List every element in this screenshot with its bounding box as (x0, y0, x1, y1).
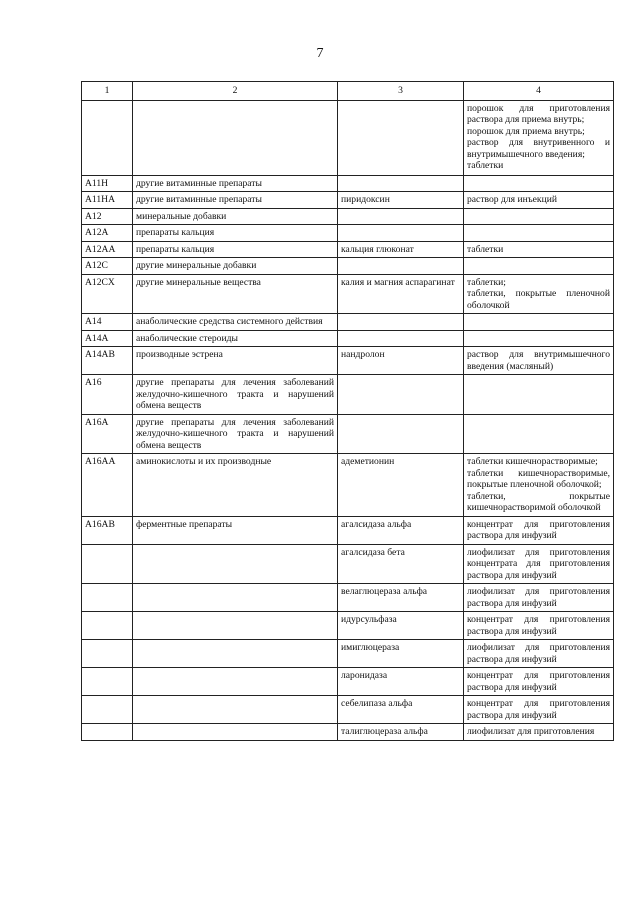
table-row (82, 375, 614, 415)
dosage-form-cell (464, 314, 614, 331)
column-header-4: 4 (464, 82, 614, 101)
group-name-cell (133, 640, 338, 668)
substance-cell: агалсидаза альфа (338, 516, 464, 544)
atc-code-cell: A12A (82, 225, 133, 242)
column-header-2: 2 (133, 82, 338, 101)
atc-code-cell: A12AA (82, 241, 133, 258)
substance-cell: пиридоксин (338, 192, 464, 209)
substance-cell: нандролон (338, 347, 464, 375)
substance-cell (338, 314, 464, 331)
table-row (82, 225, 614, 242)
dosage-form-cell (464, 330, 614, 347)
dosage-form-cell: лиофилизат для приготовления раствора для инфузий (464, 640, 614, 668)
dosage-form-cell: таблетки (464, 241, 614, 258)
dosage-form-cell: концентрат для приготовления раствора для инфузий (464, 696, 614, 724)
group-name-cell: анаболические средства системного действия (133, 314, 338, 331)
atc-code-cell: A12 (82, 208, 133, 225)
atc-code-cell: A11H (82, 175, 133, 192)
table-row (82, 347, 614, 375)
dosage-form-cell: лиофилизат для приготовления (464, 724, 614, 741)
table-row (82, 584, 614, 612)
column-header-1: 1 (82, 82, 133, 101)
atc-code-cell (82, 584, 133, 612)
substance-cell (338, 414, 464, 454)
table-header-row (82, 82, 614, 101)
group-name-cell: аминокислоты и их производные (133, 454, 338, 517)
table-row (82, 208, 614, 225)
substance-cell (338, 375, 464, 415)
group-name-cell: ферментные препараты (133, 516, 338, 544)
dosage-form-cell: концентрат для приготовления раствора для инфузий (464, 668, 614, 696)
column-header-3: 3 (338, 82, 464, 101)
group-name-cell: другие препараты для лечения заболеваний желудочно-кишечного тракта и нарушений обмена веществ (133, 414, 338, 454)
group-name-cell (133, 544, 338, 584)
substance-cell: кальция глюконат (338, 241, 464, 258)
dosage-form-cell: концентрат для приготовления раствора для инфузий (464, 612, 614, 640)
dosage-form-cell (464, 375, 614, 415)
atc-code-cell: A16A (82, 414, 133, 454)
group-name-cell: препараты кальция (133, 225, 338, 242)
dosage-form-cell (464, 258, 614, 275)
table-row (82, 274, 614, 314)
substance-cell (338, 225, 464, 242)
substance-cell (338, 258, 464, 275)
group-name-cell (133, 668, 338, 696)
substance-cell: агалсидаза бета (338, 544, 464, 584)
group-name-cell (133, 100, 338, 175)
dosage-form-cell (464, 208, 614, 225)
substance-cell (338, 330, 464, 347)
table-row (82, 668, 614, 696)
table-row (82, 100, 614, 175)
atc-code-cell (82, 724, 133, 741)
atc-code-cell (82, 100, 133, 175)
table-row (82, 516, 614, 544)
dosage-form-cell (464, 225, 614, 242)
atc-code-cell (82, 640, 133, 668)
substance-cell: ларонидаза (338, 668, 464, 696)
table-row (82, 724, 614, 741)
dosage-form-cell: таблетки кишечнорастворимые; таблетки кишечнорастворимые, покрытые пленочной оболочкой; таблетки, покрытые кишечнорастворимой оболочкой (464, 454, 614, 517)
group-name-cell (133, 724, 338, 741)
atc-code-cell: A14A (82, 330, 133, 347)
group-name-cell: другие препараты для лечения заболеваний желудочно-кишечного тракта и нарушений обмена веществ (133, 375, 338, 415)
substance-cell: имиглюцераза (338, 640, 464, 668)
group-name-cell: препараты кальция (133, 241, 338, 258)
group-name-cell: производные эстрена (133, 347, 338, 375)
table-row (82, 696, 614, 724)
table-row (82, 640, 614, 668)
dosage-form-cell: таблетки; таблетки, покрытые пленочной оболочкой (464, 274, 614, 314)
dosage-form-cell (464, 175, 614, 192)
atc-code-cell: A14 (82, 314, 133, 331)
dosage-form-cell: раствор для инъекций (464, 192, 614, 209)
dosage-form-cell: лиофилизат для приготовления раствора для инфузий (464, 584, 614, 612)
table-row (82, 454, 614, 517)
table-row (82, 612, 614, 640)
table-row (82, 192, 614, 209)
dosage-form-cell: концентрат для приготовления раствора для инфузий (464, 516, 614, 544)
substance-cell: талиглюцераза альфа (338, 724, 464, 741)
group-name-cell: другие витаминные препараты (133, 175, 338, 192)
atc-code-cell: A12C (82, 258, 133, 275)
dosage-form-cell: порошок для приготовления раствора для приема внутрь; порошок для приема внутрь; раствор для внутривенного и внутримышечного введения; таблетки (464, 100, 614, 175)
page-number: 7 (316, 46, 324, 61)
substance-cell: адеметионин (338, 454, 464, 517)
substance-cell: калия и магния аспарагинат (338, 274, 464, 314)
group-name-cell (133, 696, 338, 724)
atc-code-cell: A16AB (82, 516, 133, 544)
dosage-form-cell: лиофилизат для приготовления концентрата для приготовления раствора для инфузий (464, 544, 614, 584)
group-name-cell: анаболические стероиды (133, 330, 338, 347)
substance-cell (338, 175, 464, 192)
group-name-cell: другие минеральные вещества (133, 274, 338, 314)
group-name-cell: другие витаминные препараты (133, 192, 338, 209)
substance-cell: себелипаза альфа (338, 696, 464, 724)
substance-cell: велаглюцераза альфа (338, 584, 464, 612)
table-row (82, 241, 614, 258)
atc-code-cell: A11HA (82, 192, 133, 209)
dosage-form-cell: раствор для внутримышечного введения (масляный) (464, 347, 614, 375)
atc-code-cell (82, 612, 133, 640)
atc-code-cell (82, 668, 133, 696)
table-row (82, 314, 614, 331)
table-row (82, 258, 614, 275)
group-name-cell (133, 584, 338, 612)
substance-cell (338, 100, 464, 175)
table-row (82, 544, 614, 584)
drug-table (81, 81, 614, 741)
group-name-cell (133, 612, 338, 640)
atc-code-cell: A16 (82, 375, 133, 415)
dosage-form-cell (464, 414, 614, 454)
table-row (82, 175, 614, 192)
substance-cell: идурсульфаза (338, 612, 464, 640)
substance-cell (338, 208, 464, 225)
atc-code-cell (82, 544, 133, 584)
group-name-cell: минеральные добавки (133, 208, 338, 225)
atc-code-cell (82, 696, 133, 724)
atc-code-cell: A16AA (82, 454, 133, 517)
atc-code-cell: A12CX (82, 274, 133, 314)
group-name-cell: другие минеральные добавки (133, 258, 338, 275)
atc-code-cell: A14AB (82, 347, 133, 375)
table-row (82, 330, 614, 347)
table-row (82, 414, 614, 454)
